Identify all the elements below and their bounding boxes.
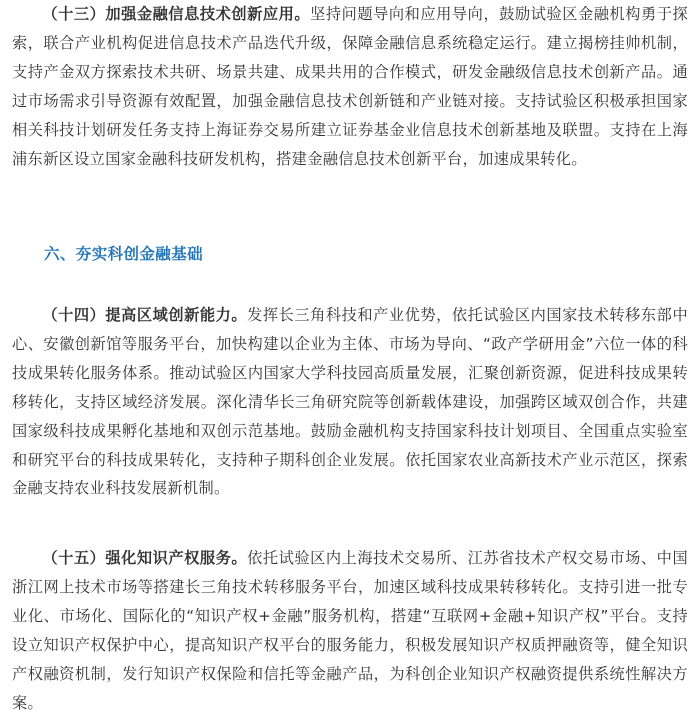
paragraph-14-lead: （十四）提高区域创新能力。 — [42, 306, 248, 324]
paragraph-13-lead: （十三）加强金融信息技术创新应用。 — [42, 5, 311, 23]
paragraph-14 — [12, 301, 688, 503]
paragraph-13-body: 坚持问题导向和应用导向，鼓励试验区金融机构勇于探索，联合产业机构促进信息技术产品迭代升级，保障金融信息系统稳定运行。建立揭榜挂帅机制，支持产金双方探索技术共研、场景共建、成果共用的合作模式，研发金融级信息技术创新产品。通过市场需求引导资源有效配置，加强金融信息技术创新链和产业链对接。支持试验区积极承担国家相关科技计划研发任务支持上海证券交易所建立证券基金业信息技术创新基地及联盟。支持在上海浦东新区设立国家金融科技研发机构，搭建金融信息技术创新平台，加速成果转化。 — [12, 5, 688, 168]
section-heading: 六、夯实科创金融基础 — [44, 245, 204, 263]
paragraph-15 — [12, 544, 688, 717]
paragraph-15-lead: （十五）强化知识产权服务。 — [42, 549, 248, 567]
paragraph-14-body: 发挥长三角科技和产业优势，依托试验区内国家技术转移东部中心、安徽创新馆等服务平台，加快构建以企业为主体、市场为导向、“政产学研用金”六位一体的科技成果转化服务体系。推动试验区内国家大学科技园高质量发展，汇聚创新资源，促进科技成果转移转化，支持区域经济发展。深化清华长三角研究院等创新载体建设，加强跨区域双创合作，共建国家级科技成果孵化基地和双创示范基地。鼓励金融机构支持国家科技计划项目、全国重点实验室和研究平台的科技成果转化，支持种子期科创企业发展。依托国家农业高新技术产业示范区，探索金融支持农业科技发展新机制。 — [12, 306, 688, 498]
paragraph-13 — [12, 0, 688, 173]
paragraph-15-body: 依托试验区内上海技术交易所、江苏省技术产权交易市场、中国浙江网上技术市场等搭建长三角技术转移服务平台，加速区域科技成果转移转化。支持引进一批专业化、市场化、国际化的“知识产权+金融”服务机构，搭建“互联网+金融+知识产权”平台。支持设立知识产权保护中心，提高知识产权平台的服务能力，积极发展知识产权质押融资等，健全知识产权融资机制，发行知识产权保险和信托等金融产品，为科创企业知识产权融资提供系统性解决方案。 — [12, 549, 688, 712]
